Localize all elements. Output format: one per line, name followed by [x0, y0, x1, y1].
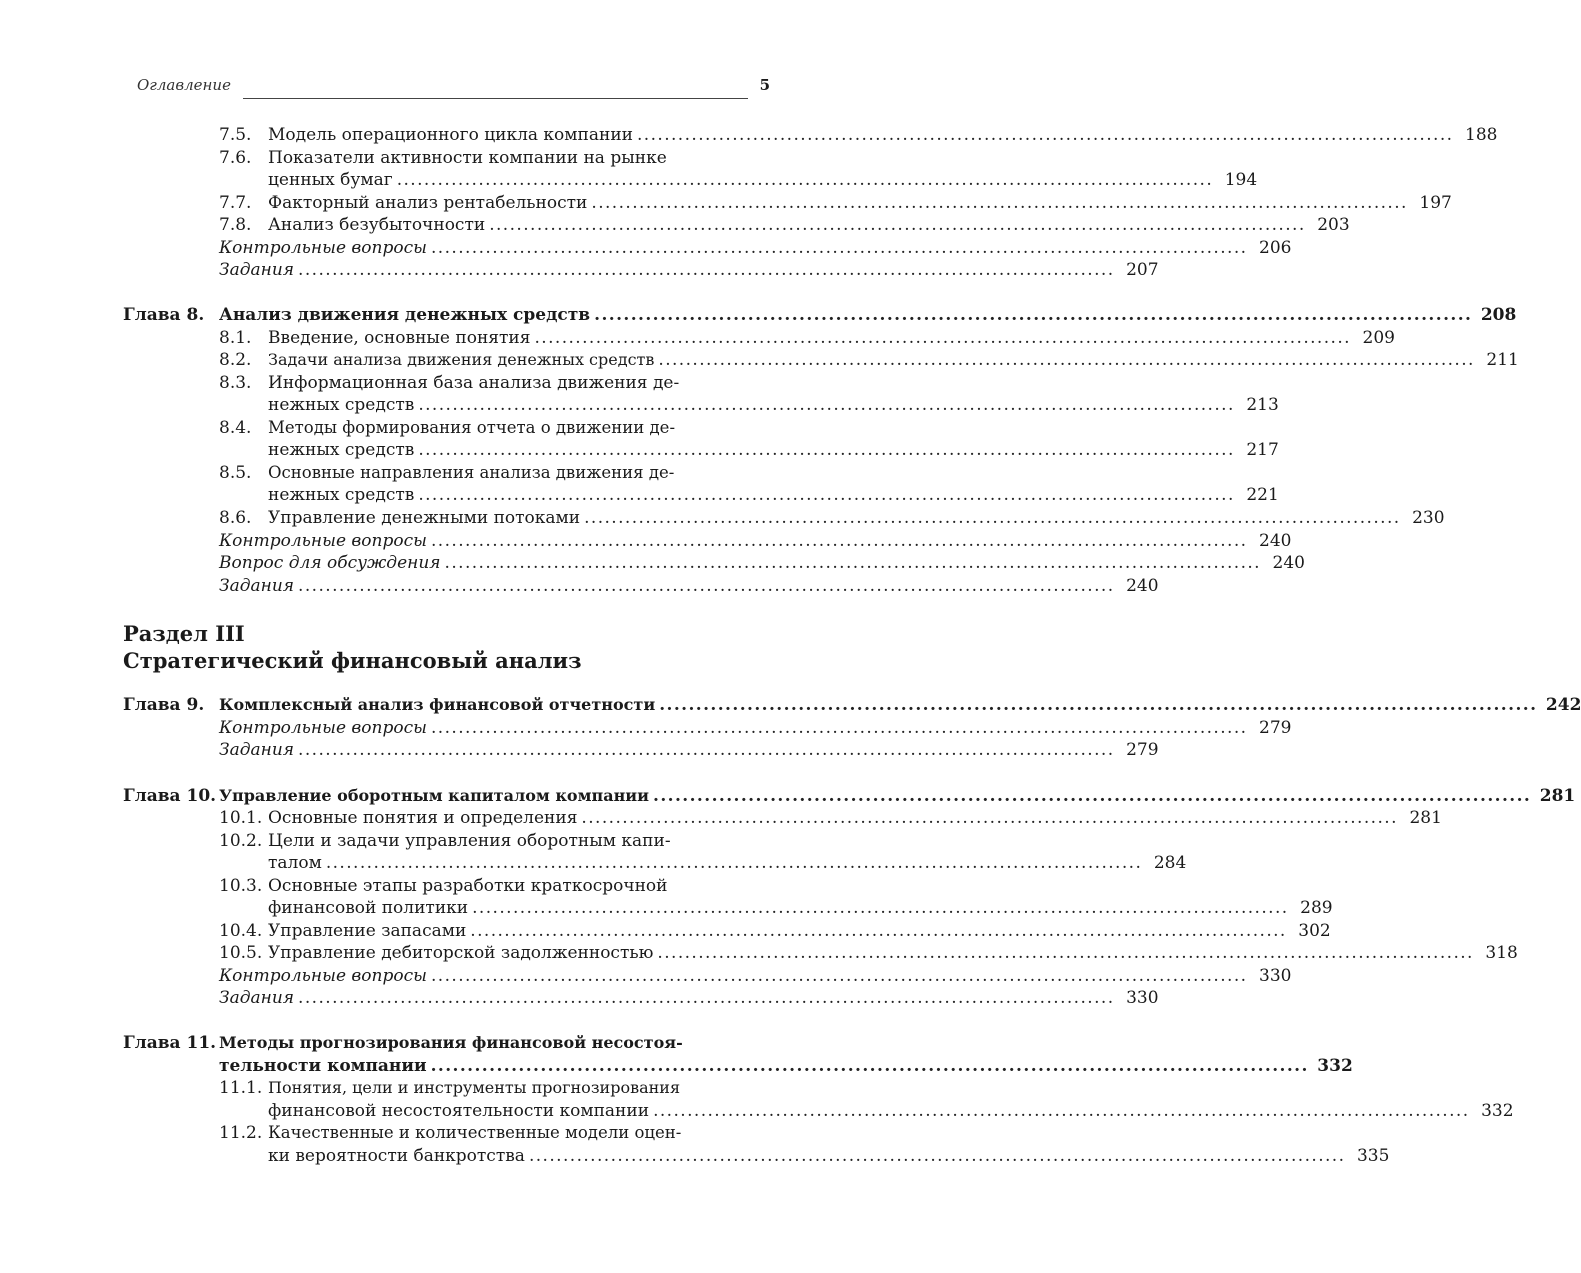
toc-num: 8.5. — [219, 463, 252, 483]
leader-dots: ........................................................................................................................ — [470, 921, 1287, 941]
toc-num: 8.6. — [219, 508, 252, 528]
toc-title-line1[interactable]: Методы прогнозирования финансовой несостоя- — [219, 1033, 683, 1052]
toc-title: Вопрос для обсуждения — [219, 553, 441, 573]
toc-entry-chapter-8[interactable] — [219, 304, 1517, 326]
toc-page: 330 — [1259, 966, 1292, 986]
toc-page: 197 — [1419, 193, 1452, 213]
running-header — [137, 74, 770, 100]
toc-page: 203 — [1317, 215, 1350, 235]
toc-page: 335 — [1356, 1146, 1390, 1166]
toc-entry-ch8-questions[interactable] — [219, 530, 1292, 552]
toc-num: 8.1. — [219, 328, 252, 348]
toc-entry-11-2[interactable] — [268, 1145, 1390, 1167]
toc-num: 7.6. — [219, 148, 252, 168]
leader-dots: ........................................................................................................................ — [418, 440, 1235, 460]
toc-page: 207 — [1126, 260, 1159, 280]
toc-entry-10-2[interactable] — [268, 852, 1187, 874]
toc-page: 281 — [1409, 808, 1442, 828]
toc-entry-11-1[interactable] — [268, 1100, 1514, 1122]
toc-title: Факторный анализ рентабельности — [268, 193, 588, 213]
toc-title: нежных средств — [268, 485, 415, 505]
toc-title: Контрольные вопросы — [219, 718, 427, 738]
toc-page: 318 — [1485, 943, 1518, 963]
toc-page: 194 — [1224, 170, 1258, 190]
toc-title: Управление дебиторской задолженностью — [268, 943, 654, 963]
leader-dots: ........................................................................................................................ — [594, 305, 1473, 325]
toc-entry-ch7-questions[interactable] — [219, 237, 1292, 259]
toc-num: 7.7. — [219, 193, 252, 213]
toc-entry-ch8-tasks[interactable] — [219, 575, 1159, 597]
leader-dots: ........................................................................................................................ — [298, 260, 1115, 280]
toc-num: 10.3. — [219, 876, 263, 896]
toc-page: 284 — [1153, 853, 1187, 873]
toc-page: 332 — [1481, 1101, 1514, 1121]
toc-entry-8-2[interactable] — [268, 349, 1519, 371]
toc-entry-10-1[interactable] — [268, 807, 1442, 829]
toc-num: 10.4. — [219, 921, 263, 941]
toc-num: 8.4. — [219, 418, 252, 438]
toc-title-line1[interactable]: Методы формирования отчета о движении де- — [268, 418, 676, 437]
toc-title: Анализ безубыточности — [268, 215, 486, 235]
toc-title-line1[interactable]: Цели и задачи управления оборотным капи- — [268, 831, 671, 851]
toc-title: Контрольные вопросы — [219, 238, 427, 258]
toc-num: 7.8. — [219, 215, 252, 235]
toc-page: 240 — [1272, 553, 1305, 573]
toc-title: Комплексный анализ финансовой отчетности — [219, 695, 656, 714]
toc-page: 279 — [1259, 718, 1292, 738]
toc-entry-8-4[interactable] — [268, 439, 1279, 461]
leader-dots: ........................................................................................................................ — [430, 1056, 1309, 1076]
leader-dots: ........................................................................................................................ — [534, 328, 1351, 348]
leader-dots: ........................................................................................................................ — [659, 695, 1538, 715]
leader-dots: ........................................................................................................................ — [581, 808, 1398, 828]
toc-entry-7-8[interactable] — [268, 214, 1350, 236]
toc-title-line1[interactable]: Качественные и количественные модели оцен- — [268, 1123, 682, 1142]
header-rule — [243, 98, 748, 99]
toc-page: 240 — [1259, 531, 1292, 551]
toc-title: Управление запасами — [268, 921, 467, 941]
toc-title: нежных средств — [268, 395, 415, 415]
toc-title: ки вероятности банкротства — [268, 1146, 525, 1166]
toc-title: Введение, основные понятия — [268, 328, 531, 348]
leader-dots: ........................................................................................................................ — [472, 898, 1289, 918]
section-heading-number: Раздел III — [123, 621, 245, 646]
toc-entry-8-5[interactable] — [268, 484, 1279, 506]
toc-num: 10.5. — [219, 943, 263, 963]
toc-entry-ch9-tasks[interactable] — [219, 739, 1159, 761]
toc-entry-10-3[interactable] — [268, 897, 1333, 919]
leader-dots: ........................................................................................................................ — [430, 238, 1248, 258]
toc-entry-chapter-11[interactable] — [219, 1055, 1353, 1077]
header-page-number: 5 — [759, 76, 770, 94]
toc-title-line1[interactable]: Основные направления анализа движения де- — [268, 463, 675, 482]
toc-page: 217 — [1246, 440, 1279, 460]
toc-page: 330 — [1126, 988, 1159, 1008]
toc-entry-ch7-tasks[interactable] — [219, 259, 1159, 281]
section-heading-title: Стратегический финансовый анализ — [123, 648, 582, 673]
leader-dots: ........................................................................................................................ — [653, 1101, 1470, 1121]
leader-dots: ........................................................................................................................ — [444, 553, 1261, 573]
toc-num: 8.3. — [219, 373, 252, 393]
leader-dots: ........................................................................................................................ — [528, 1146, 1346, 1166]
toc-page: 240 — [1126, 576, 1159, 596]
toc-entry-7-5[interactable] — [268, 124, 1498, 146]
toc-title: ценных бумаг — [268, 170, 393, 190]
leader-dots: ........................................................................................................................ — [584, 508, 1401, 528]
toc-page: 279 — [1126, 740, 1159, 760]
toc-entry-8-1[interactable] — [268, 327, 1395, 349]
toc-entry-chapter-9[interactable] — [219, 694, 1581, 716]
toc-title: Задания — [219, 260, 295, 280]
leader-dots: ........................................................................................................................ — [298, 740, 1115, 760]
leader-dots: ........................................................................................................................ — [430, 531, 1248, 551]
toc-page: 332 — [1317, 1056, 1353, 1076]
toc-page: 242 — [1545, 695, 1581, 715]
toc-title: Управление оборотным капиталом компании — [219, 786, 650, 805]
toc-entry-chapter-10[interactable] — [219, 785, 1576, 807]
toc-title: Контрольные вопросы — [219, 531, 427, 551]
toc-page: 230 — [1412, 508, 1445, 528]
leader-dots: ........................................................................................................................ — [418, 395, 1235, 415]
chapter-label: Глава 9. — [123, 695, 205, 715]
leader-dots: ........................................................................................................................ — [658, 350, 1475, 370]
toc-title-line1[interactable]: Понятия, цели и инструменты прогнозирования — [268, 1078, 681, 1097]
toc-page: 209 — [1362, 328, 1395, 348]
toc-title: Задачи анализа движения денежных средств — [268, 350, 655, 369]
leader-dots: ........................................................................................................................ — [591, 193, 1408, 213]
leader-dots: ........................................................................................................................ — [325, 853, 1143, 873]
chapter-label: Глава 8. — [123, 305, 205, 325]
toc-num: 7.5. — [219, 125, 252, 145]
toc-num: 11.1. — [219, 1078, 263, 1098]
toc-title: талом — [268, 853, 322, 873]
toc-title: Анализ движения денежных средств — [219, 305, 591, 325]
leader-dots: ........................................................................................................................ — [298, 988, 1115, 1008]
toc-page: 213 — [1246, 395, 1279, 415]
toc-entry-ch10-tasks[interactable] — [219, 987, 1159, 1009]
toc-num: 10.2. — [219, 831, 263, 851]
chapter-label: Глава 10. — [123, 786, 217, 806]
toc-num: 10.1. — [219, 808, 263, 828]
toc-entry-ch10-questions[interactable] — [219, 965, 1292, 987]
chapter-label: Глава 11. — [123, 1033, 217, 1053]
header-title: Оглавление — [137, 76, 231, 94]
toc-page: 281 — [1539, 786, 1576, 806]
toc-num: 11.2. — [219, 1123, 263, 1143]
toc-title-line1[interactable]: Основные этапы разработки краткосрочной — [268, 876, 668, 896]
leader-dots: ........................................................................................................................ — [430, 718, 1248, 738]
leader-dots: ........................................................................................................................ — [489, 215, 1306, 235]
toc-entry-7-7[interactable] — [268, 192, 1452, 214]
toc-title: нежных средств — [268, 440, 415, 460]
toc-title: Модель операционного цикла компании — [268, 125, 633, 145]
leader-dots: ........................................................................................................................ — [396, 170, 1214, 190]
leader-dots: ........................................................................................................................ — [418, 485, 1235, 505]
toc-page: 221 — [1246, 485, 1279, 505]
toc-title: финансовой несостоятельности компании — [268, 1101, 650, 1121]
leader-dots: ........................................................................................................................ — [657, 943, 1474, 963]
toc-title: Задания — [219, 988, 295, 1008]
toc-entry-8-6[interactable] — [268, 507, 1445, 529]
toc-page: 208 — [1480, 305, 1517, 325]
toc-title: финансовой политики — [268, 898, 469, 918]
toc-entry-10-5[interactable] — [268, 942, 1518, 964]
toc-page: 302 — [1298, 921, 1331, 941]
toc-entry-8-3[interactable] — [268, 394, 1279, 416]
toc-entry-ch8-discussion[interactable] — [219, 552, 1305, 574]
toc-entry-ch9-questions[interactable] — [219, 717, 1292, 739]
toc-title-line1[interactable]: Информационная база анализа движения де- — [268, 373, 680, 393]
toc-page: 206 — [1259, 238, 1292, 258]
toc-title: Задания — [219, 576, 295, 596]
toc-title: Управление денежными потоками — [268, 508, 581, 528]
toc-title: тельности компании — [219, 1056, 427, 1076]
toc-title: Контрольные вопросы — [219, 966, 427, 986]
toc-title: Основные понятия и определения — [268, 808, 578, 828]
leader-dots: ........................................................................................................................ — [430, 966, 1248, 986]
leader-dots: ........................................................................................................................ — [636, 125, 1454, 145]
toc-title: Задания — [219, 740, 295, 760]
toc-title-line1[interactable]: Показатели активности компании на рынке — [268, 148, 667, 168]
toc-page: 188 — [1465, 125, 1498, 145]
toc-page: 289 — [1300, 898, 1333, 918]
toc-entry-7-6[interactable] — [268, 169, 1258, 191]
leader-dots: ........................................................................................................................ — [653, 786, 1532, 806]
toc-entry-10-4[interactable] — [268, 920, 1331, 942]
toc-num: 8.2. — [219, 350, 252, 370]
leader-dots: ........................................................................................................................ — [298, 576, 1115, 596]
toc-page: 211 — [1486, 350, 1519, 370]
